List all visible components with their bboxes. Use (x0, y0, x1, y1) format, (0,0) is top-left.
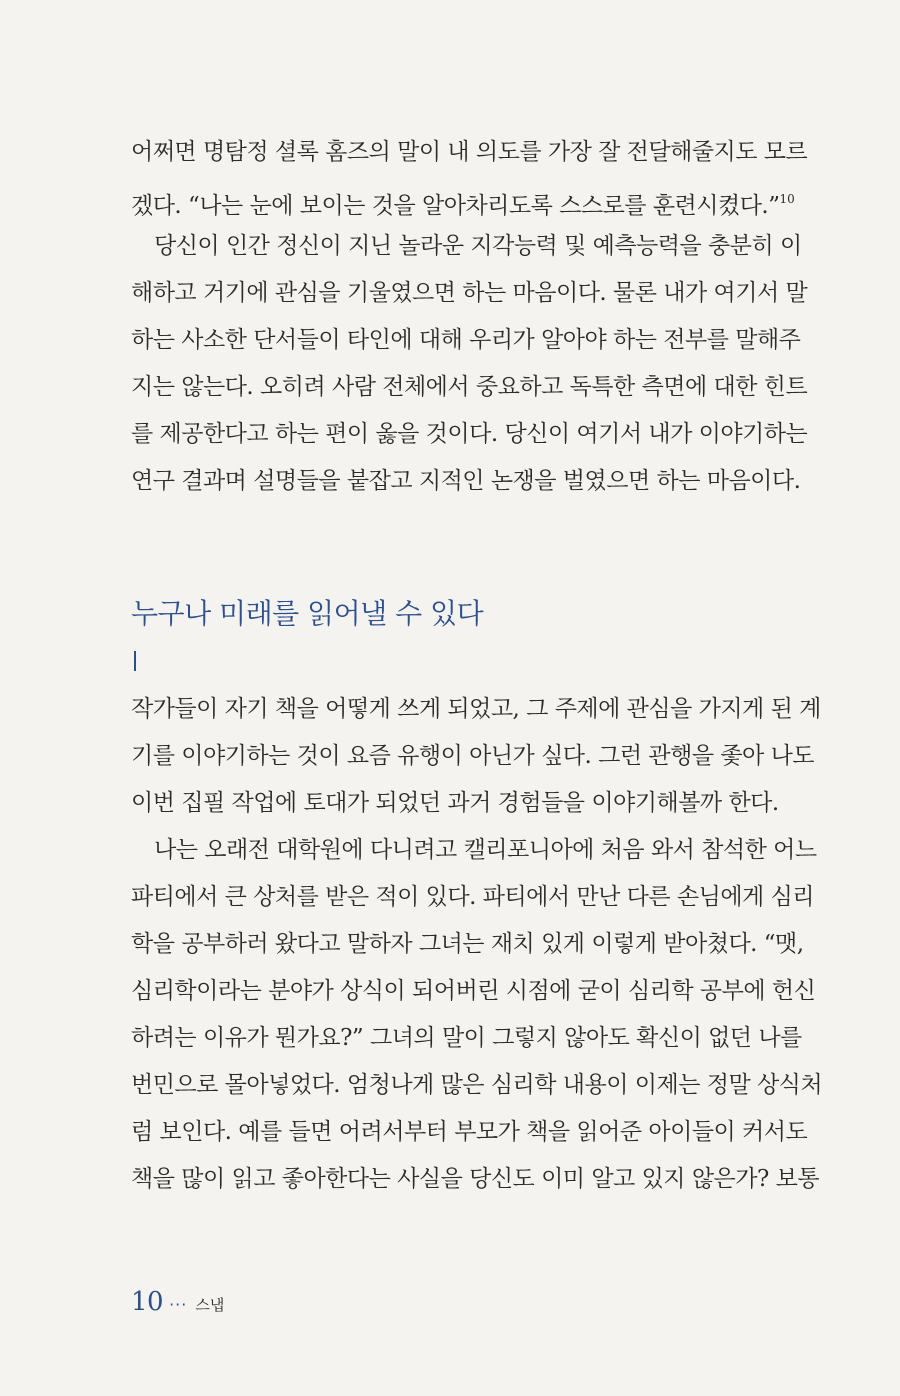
text-line: 책을 많이 읽고 좋아한다는 사실을 당신도 이미 알고 있지 않은가? 보통 (131, 1166, 820, 1192)
text-block-top (131, 129, 808, 505)
text-line: 나는 오래전 대학원에 다니려고 캘리포니아에 처음 와서 참석한 어느 (154, 837, 817, 863)
section-title: 누구나 미래를 읽어낼 수 있다 (131, 597, 484, 630)
text-line: 이번 집필 작업에 토대가 되었던 과거 경험들을 이야기해볼까 한다. (131, 790, 779, 816)
text-line: 당신이 인간 정신이 지닌 놀라운 지각능력 및 예측능력을 충분히 이 (154, 233, 802, 259)
running-title: 스냅 (195, 1296, 225, 1314)
text-line (131, 176, 795, 223)
footnote-marker: 10 (779, 192, 795, 206)
text-line: 를 제공한다고 하는 편이 옳을 것이다. 당신이 여기서 내가 이야기하는 (131, 421, 808, 447)
text-line: 작가들이 자기 책을 어떻게 쓰게 되었고, 그 주제에 관심을 가지게 된 계 (131, 696, 821, 722)
text-line-content: 겠다. “나는 눈에 보이는 것을 알아차리도록 스스로를 훈련시켰다.” (131, 193, 780, 219)
section-title-bar (134, 651, 136, 671)
text-line: 지는 않는다. 오히려 사람 전체에서 중요하고 독특한 측면에 대한 힌트 (131, 374, 808, 400)
paragraph (131, 129, 808, 223)
text-line: 번민으로 몰아넣었다. 엄청나게 많은 심리학 내용이 이제는 정말 상식처 (131, 1072, 823, 1098)
text-line: 학을 공부하러 왔다고 말하자 그녀는 재치 있게 이렇게 받아쳤다. “맷, (131, 931, 804, 957)
text-line: 럼 보인다. 예를 들면 어려서부터 부모가 책을 읽어준 아이들이 커서도 (131, 1119, 808, 1145)
text-line: 기를 이야기하는 것이 요즘 유행이 아닌가 싶다. 그런 관행을 좇아 나도 (131, 743, 815, 769)
text-line: 파티에서 큰 상처를 받은 적이 있다. 파티에서 만난 다른 손님에게 심리 (131, 884, 815, 910)
text-line: 심리학이라는 분야가 상식이 되어버린 시점에 굳이 심리학 공부에 헌신 (131, 978, 816, 1004)
text-line: 어쩌면 명탐정 셜록 홈즈의 말이 내 의도를 가장 잘 전달해줄지도 모르 (131, 139, 808, 165)
text-block-bottom (131, 686, 823, 1203)
page-footer (131, 1287, 224, 1321)
page-number: 10 (131, 1287, 164, 1317)
text-line: 하려는 이유가 뭔가요?” 그녀의 말이 그렇지 않아도 확신이 없던 나를 (131, 1025, 802, 1051)
paragraph (131, 686, 821, 827)
text-line: 하는 사소한 단서들이 타인에 대해 우리가 알아야 하는 전부를 말해주 (131, 327, 801, 353)
footer-dots: ··· (169, 1295, 188, 1314)
text-line: 해하고 거기에 관심을 기울였으면 하는 마음이다. 물론 내가 여기서 말 (131, 280, 808, 306)
paragraph (131, 223, 808, 505)
paragraph (131, 827, 823, 1203)
text-line: 연구 결과며 설명들을 붙잡고 지적인 논쟁을 벌였으면 하는 마음이다. (131, 468, 801, 494)
